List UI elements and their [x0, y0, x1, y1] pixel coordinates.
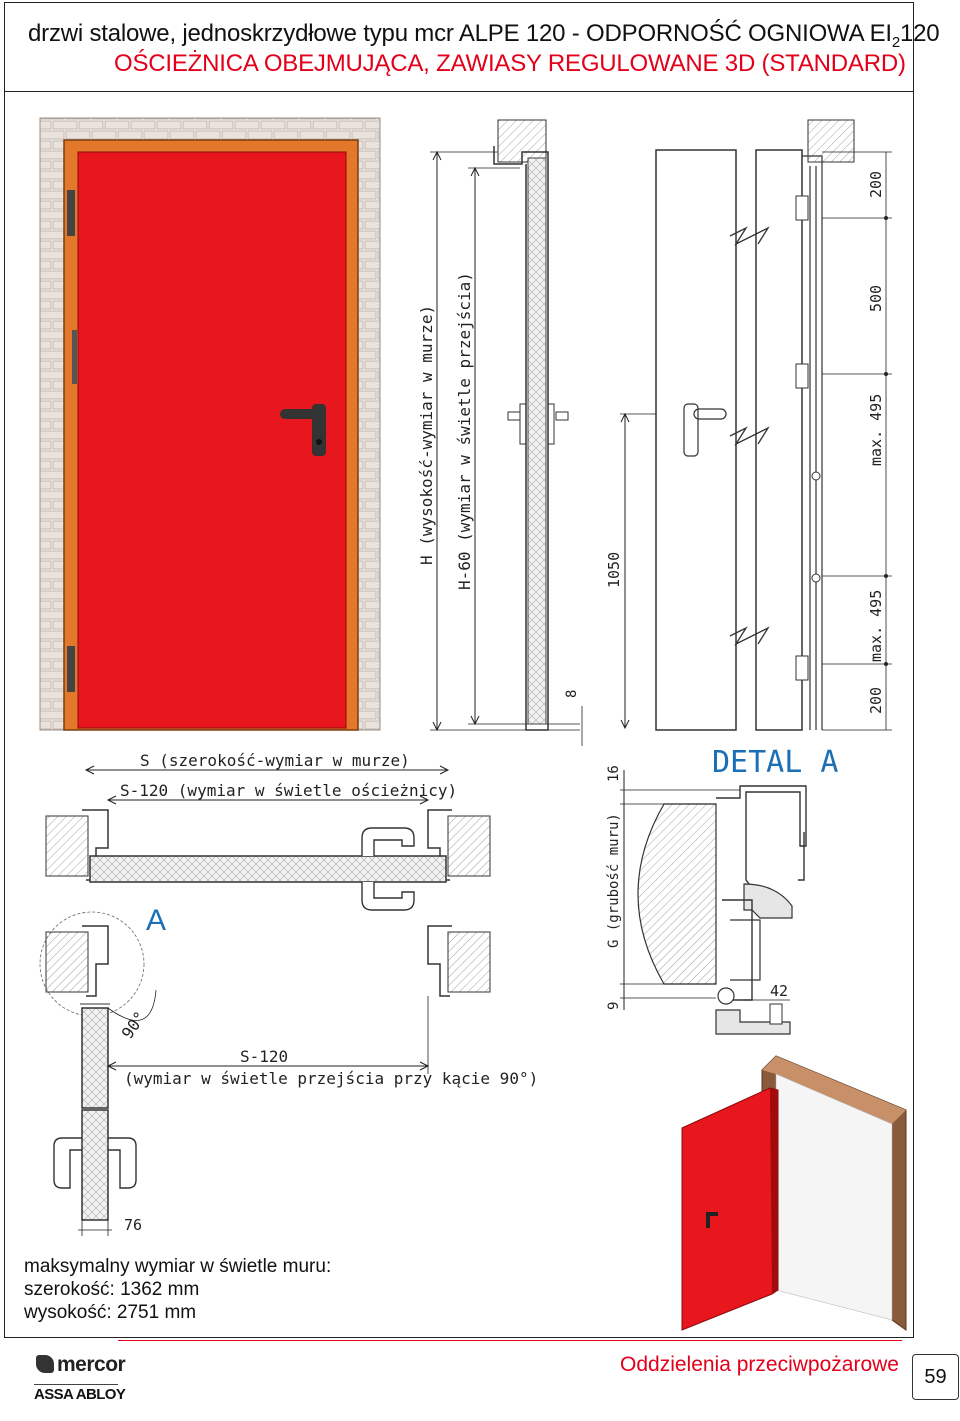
frame-42-label: 42 — [770, 982, 789, 1000]
detail-title: DETAL A — [712, 745, 839, 780]
width-clear-label: S-120 (wymiar w świetle ościeżnicy) — [120, 781, 458, 800]
logo-divider — [34, 1384, 118, 1385]
angle-label: 90° — [117, 1007, 150, 1043]
door-side-section — [494, 120, 680, 746]
page-title: drzwi stalowe, jednoskrzydłowe typu mcr ALPE 120 - ODPORNOŚĆ OGNIOWA $EI_2120$ — [28, 20, 940, 51]
handle-height-label: 1050 — [605, 551, 623, 588]
detail-a — [606, 745, 838, 1034]
height-clear-label: H-60 (wymiar w świetle przejścia) — [455, 272, 474, 590]
frame-16-label: 16 — [606, 765, 622, 782]
height-dimensions — [417, 152, 580, 730]
door-3d-illustration — [682, 1056, 906, 1330]
wall-thickness-label: G (grubość muru) — [606, 813, 622, 948]
hinge-500-label: 500 — [867, 284, 885, 312]
plan-view — [46, 751, 490, 910]
max-dimensions-note — [24, 1255, 331, 1324]
hinge-max-495-b-label: max. 495 — [867, 589, 885, 662]
width-label: S (szerokość-wymiar w murze) — [140, 751, 410, 770]
hinge-middle — [72, 330, 77, 384]
frame-9-label: 9 — [606, 1001, 622, 1010]
page-subtitle: OŚCIEŻNICA OBEJMUJĄCA, ZAWIASY REGULOWANE 3D (STANDARD) — [114, 50, 906, 77]
detail-marker-label: A — [146, 904, 167, 937]
width-passage-label-2: (wymiar w świetle przejścia przy kącie 90°) — [124, 1069, 539, 1088]
assa-abloy-logo: ASSA ABLOY — [34, 1386, 126, 1403]
depth-label: 76 — [124, 1216, 143, 1234]
section-name: Oddzielenia przeciwpożarowe — [620, 1353, 899, 1376]
mercor-logo-icon — [36, 1355, 54, 1373]
width-passage-label-1: S-120 — [240, 1047, 289, 1066]
door-leaf — [78, 152, 346, 728]
mercor-logo: mercor — [36, 1353, 125, 1377]
note-line-1: maksymalny wymiar w świetle muru: — [24, 1256, 332, 1277]
hinge-top — [67, 190, 75, 236]
gap-label: 8 — [564, 689, 580, 698]
note-line-2: szerokość: 1362 mm — [24, 1279, 200, 1300]
hinge-200-bottom-label: 200 — [867, 686, 885, 714]
door-front-view — [40, 118, 380, 730]
hinge-max-495-a-label: max. 495 — [867, 393, 885, 466]
footer-divider — [118, 1340, 902, 1341]
height-label: H (wysokość-wymiar w murze) — [417, 304, 436, 565]
door-rear-view — [656, 120, 892, 730]
hinge-200-top-label: 200 — [867, 170, 885, 198]
hinge-bottom — [67, 646, 75, 692]
note-line-3: wysokość: 2751 mm — [24, 1302, 197, 1323]
plan-view-open — [40, 904, 538, 1236]
page-number: 59 — [912, 1354, 959, 1400]
